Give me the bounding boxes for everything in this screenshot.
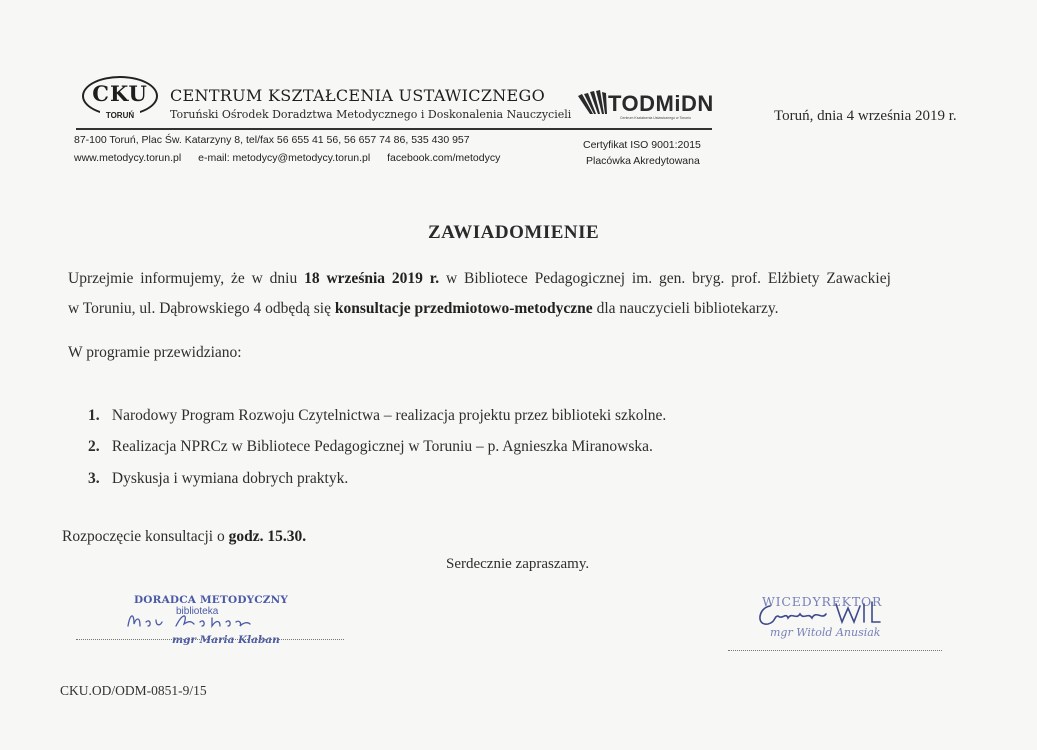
website-link[interactable]: www.metodycy.torun.pl bbox=[74, 152, 182, 164]
organization-subtitle: Toruński Ośrodek Doradztwa Metodycznego i Doskonalenia Nauczycieli bbox=[170, 108, 572, 121]
email-link[interactable]: e-mail: metodycy@metodycy.torun.pl bbox=[198, 152, 371, 164]
stamp-left-role: biblioteka bbox=[176, 606, 219, 617]
list-item bbox=[88, 438, 653, 456]
organization-name: CENTRUM KSZTAŁCENIA USTAWICZNEGO bbox=[170, 86, 546, 105]
paragraph-text: dla nauczycieli bibliotekarzy. bbox=[592, 300, 779, 317]
stamp-right-title: WICEDYREKTOR bbox=[762, 594, 883, 609]
document-title: ZAWIADOMIENIE bbox=[428, 222, 600, 243]
start-time-line bbox=[62, 528, 306, 546]
stamp-right-name: mgr Witold Anusiak bbox=[770, 626, 881, 639]
program-intro: W programie przewidziano: bbox=[68, 344, 242, 361]
paragraph-text: Uprzejmie informujemy, że w dniu bbox=[68, 270, 305, 287]
cku-logo-subtext: TORUŃ bbox=[100, 111, 140, 120]
list-number: 3. bbox=[88, 470, 100, 487]
meeting-date: 18 września 2019 r. bbox=[304, 270, 440, 287]
stamp-left-title: DORADCA METODYCZNY bbox=[134, 594, 289, 606]
facebook-link[interactable]: facebook.com/metodycy bbox=[387, 152, 501, 164]
paragraph-text: w Toruniu, ul. Dąbrowskiego 4 odbędą się bbox=[68, 300, 335, 317]
organization-contacts bbox=[74, 152, 514, 164]
paragraph-line-1 bbox=[68, 270, 891, 288]
book-icon bbox=[576, 90, 610, 123]
start-text: Rozpoczęcie konsultacji o bbox=[62, 528, 229, 545]
closing-line: Serdecznie zapraszamy. bbox=[446, 556, 590, 572]
signature-line-right bbox=[728, 650, 942, 651]
list-text: Realizacja NPRCz w Bibliotece Pedagogicznej w Toruniu – p. Agnieszka Miranowska. bbox=[111, 438, 653, 455]
list-number: 2. bbox=[88, 438, 100, 455]
todmidn-logo-caption: Centrum Kształcenia Ustawicznego w Toruniu bbox=[620, 116, 691, 120]
start-time: godz. 15.30. bbox=[228, 528, 307, 545]
accreditation-note: Placówka Akredytowana bbox=[586, 155, 700, 167]
todmidn-logo-text: TODMiDN bbox=[608, 91, 714, 116]
list-item bbox=[88, 470, 348, 488]
iso-certificate: Certyfikat ISO 9001:2015 bbox=[583, 139, 701, 151]
stamp-left-name: mgr Maria Klaban bbox=[172, 634, 280, 646]
list-text: Narodowy Program Rozwoju Czytelnictwa – realizacja projektu przez biblioteki szkolne. bbox=[111, 407, 667, 424]
paragraph-text: w Bibliotece Pedagogicznej im. gen. bryg. prof. Elżbiety Zawackiej bbox=[439, 270, 891, 287]
cku-logo bbox=[82, 76, 158, 120]
signature-line-left bbox=[76, 639, 344, 640]
list-text: Dyskusja i wymiana dobrych praktyk. bbox=[111, 470, 349, 487]
document-date: Toruń, dnia 4 września 2019 r. bbox=[774, 108, 957, 124]
list-number: 1. bbox=[88, 407, 100, 424]
consultation-type: konsultacje przedmiotowo-metodyczne bbox=[334, 300, 593, 317]
organization-address: 87-100 Toruń, Plac Św. Katarzyny 8, tel/fax 56 655 41 56, 56 657 74 86, 535 430 957 bbox=[74, 134, 470, 146]
cku-logo-text: CKU bbox=[92, 81, 148, 106]
document-reference: CKU.OD/ODM-0851-9/15 bbox=[60, 683, 207, 698]
header-divider bbox=[76, 128, 712, 130]
list-item bbox=[88, 407, 666, 425]
paragraph-line-2 bbox=[68, 300, 778, 318]
